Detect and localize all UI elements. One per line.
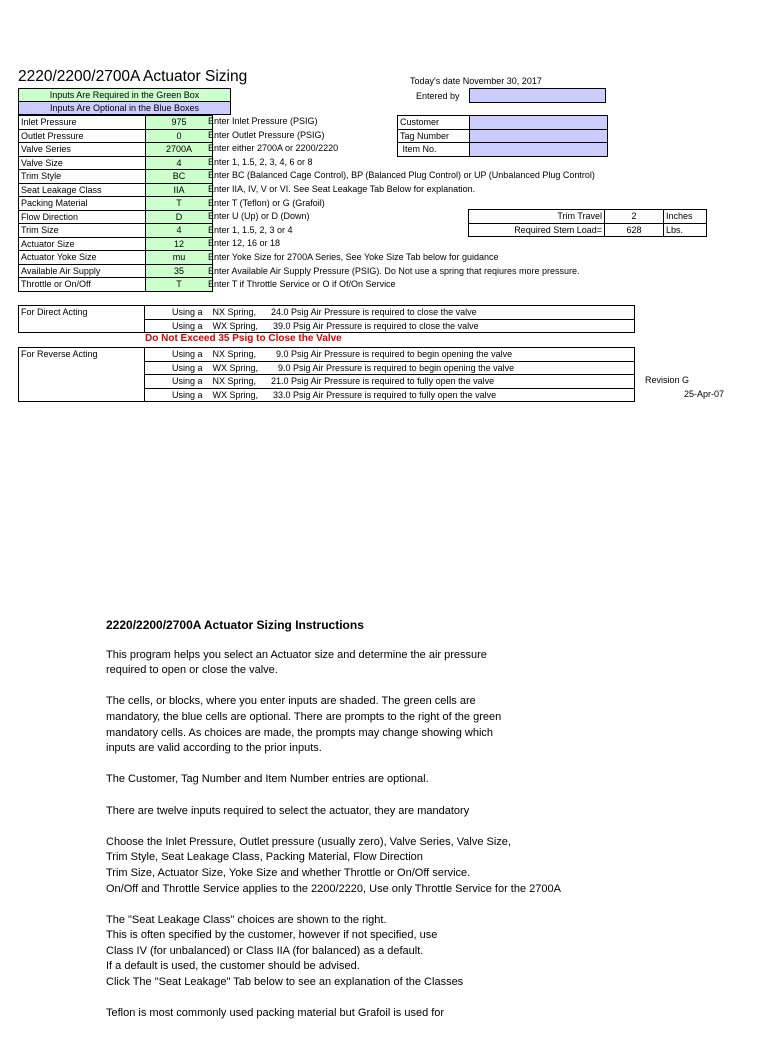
input-prompt: Enter 1, 1.5, 2, 3 or 4 — [208, 224, 293, 235]
stem-load-unit: Lbs. — [664, 223, 707, 237]
instruction-line: Click The "Seat Leakage" Tab below to see an explanation of the Classes — [106, 976, 464, 989]
instruction-line: This is often specified by the customer, however if not specified, use — [106, 929, 438, 942]
date-value: November 30, 2017 — [462, 76, 542, 86]
page-title: 2220/2200/2700A Actuator Sizing — [18, 68, 248, 85]
direct-result: Using a WX Spring, 39.0 Psig Air Pressure is required to close the valve — [145, 319, 635, 333]
direct-acting-label: For Direct Acting — [19, 306, 145, 333]
input-prompt: Enter Available Air Supply Pressure (PSIG). Do Not use a spring that reqiures more pressure. — [208, 265, 580, 276]
instructions-heading: 2220/2200/2700A Actuator Sizing Instructions — [106, 618, 364, 632]
input-label: Inlet Pressure — [19, 116, 146, 130]
input-value[interactable]: T — [146, 197, 213, 211]
input-row — [19, 129, 213, 143]
instruction-line: There are twelve inputs required to select the actuator, they are mandatory — [106, 804, 470, 817]
instruction-paragraph — [106, 804, 746, 820]
instruction-line: Trim Style, Seat Leakage Class, Packing Material, Flow Direction — [106, 851, 423, 864]
customer-row — [398, 129, 608, 143]
revision-date: 25-Apr-07 — [684, 389, 725, 399]
reverse-acting-label: For Reverse Acting — [19, 348, 145, 402]
input-value[interactable]: D — [146, 210, 213, 224]
optional-legend: Inputs Are Optional in the Blue Boxes — [18, 101, 231, 115]
instruction-line: The "Seat Leakage Class" choices are shown to the right. — [106, 913, 387, 926]
revision-label: Revision G — [645, 375, 690, 385]
input-prompt: Enter T if Throttle Service or O if Of/On Service — [208, 279, 396, 290]
stem-load-value: 628 — [605, 223, 664, 237]
reverse-row-1 — [19, 348, 635, 362]
instruction-paragraph — [106, 772, 746, 788]
instruction-paragraph — [106, 913, 746, 991]
customer-field-input[interactable] — [470, 143, 608, 157]
input-value[interactable]: T — [146, 278, 213, 292]
input-row — [19, 156, 213, 170]
reverse-result: Using a WX Spring, 33.0 Psig Air Pressure is required to fully open the valve — [145, 388, 635, 402]
reverse-result: Using a NX Spring, 9.0 Psig Air Pressure is required to begin opening the valve — [145, 348, 635, 362]
input-value[interactable]: 975 — [146, 116, 213, 130]
instruction-paragraph — [106, 1006, 746, 1022]
input-prompt: Enter 12, 16 or 18 — [208, 238, 281, 249]
instruction-line: Trim Size, Actuator Size, Yoke Size and whether Throttle or On/Off service. — [106, 866, 471, 879]
instruction-paragraph — [106, 648, 746, 679]
input-row — [19, 224, 213, 238]
input-row — [19, 183, 213, 197]
trim-table — [468, 209, 707, 237]
customer-field-label: Customer — [398, 116, 470, 130]
instruction-line: On/Off and Throttle Service applies to the 2200/2220, Use only Throttle Service for the 2700A — [106, 882, 561, 895]
input-value[interactable]: mu — [146, 251, 213, 265]
input-value[interactable]: 35 — [146, 264, 213, 278]
input-label: Available Air Supply — [19, 264, 146, 278]
customer-row — [398, 143, 608, 157]
results-table — [18, 305, 635, 402]
input-value[interactable]: 4 — [146, 224, 213, 238]
instruction-paragraph — [106, 694, 746, 756]
input-row — [19, 197, 213, 211]
input-label: Packing Material — [19, 197, 146, 211]
input-prompt: Enter U (Up) or D (Down) — [208, 211, 310, 222]
input-label: Valve Series — [19, 143, 146, 157]
stem-load-label: Required Stem Load= — [469, 223, 605, 237]
input-label: Trim Size — [19, 224, 146, 238]
input-prompt: Enter 1, 1.5, 2, 3, 4, 6 or 8 — [208, 156, 313, 167]
input-row — [19, 143, 213, 157]
input-label: Throttle or On/Off — [19, 278, 146, 292]
pressure-warning: Do Not Exceed 35 Psig to Close the Valve — [145, 333, 342, 344]
input-value[interactable]: 12 — [146, 237, 213, 251]
reverse-result: Using a WX Spring, 9.0 Psig Air Pressure is required to begin opening the valve — [145, 361, 635, 375]
stem-load-row — [469, 223, 707, 237]
input-value[interactable]: 0 — [146, 129, 213, 143]
input-row — [19, 278, 213, 292]
instruction-line: required to open or close the valve. — [106, 664, 278, 677]
entered-by-input[interactable] — [469, 88, 606, 103]
customer-field-input[interactable] — [470, 116, 608, 130]
instruction-line: Class IV (for unbalanced) or Class IIA (for balanced) as a default. — [106, 944, 424, 957]
instruction-line: Choose the Inlet Pressure, Outlet pressure (usually zero), Valve Series, Valve Size, — [106, 835, 511, 848]
input-prompt: Enter Yoke Size for 2700A Series, See Yoke Size Tab below for guidance — [208, 251, 499, 262]
required-legend: Inputs Are Required in the Green Box — [18, 88, 231, 102]
input-prompt: Enter T (Teflon) or G (Grafoil) — [208, 197, 325, 208]
input-row — [19, 116, 213, 130]
customer-row — [398, 116, 608, 130]
instruction-line: The cells, or blocks, where you enter inputs are shaded. The green cells are — [106, 695, 476, 708]
input-prompt: Enter IIA, IV, V or VI. See Seat Leakage Tab Below for explanation. — [208, 183, 476, 194]
input-label: Outlet Pressure — [19, 129, 146, 143]
input-prompt: Enter Outlet Pressure (PSIG) — [208, 129, 325, 140]
instruction-line: inputs are valid according to the prior inputs. — [106, 742, 322, 755]
entered-by-label: Entered by — [416, 91, 460, 101]
input-row — [19, 170, 213, 184]
date-row — [410, 76, 542, 86]
instruction-line: This program helps you select an Actuator size and determine the air pressure — [106, 648, 487, 661]
input-row — [19, 210, 213, 224]
input-label: Actuator Yoke Size — [19, 251, 146, 265]
input-value[interactable]: 2700A — [146, 143, 213, 157]
input-value[interactable]: 4 — [146, 156, 213, 170]
date-label: Today's date — [410, 76, 461, 86]
trim-travel-unit: Inches — [664, 210, 707, 224]
instruction-line: mandatory, the blue cells are optional. There are prompts to the right of the green — [106, 710, 502, 723]
instructions — [106, 618, 746, 1037]
input-label: Seat Leakage Class — [19, 183, 146, 197]
instruction-paragraph — [106, 835, 746, 897]
input-prompt: Enter Inlet Pressure (PSIG) — [208, 116, 318, 126]
customer-field-label: Tag Number — [398, 129, 470, 143]
input-label: Valve Size — [19, 156, 146, 170]
input-value[interactable]: BC — [146, 170, 213, 184]
trim-travel-row — [469, 210, 707, 224]
input-row — [19, 251, 213, 265]
instruction-line: If a default is used, the customer should be advised. — [106, 960, 360, 973]
input-value[interactable]: IIA — [146, 183, 213, 197]
trim-travel-value: 2 — [605, 210, 664, 224]
inputs-table — [18, 115, 213, 292]
customer-table — [397, 115, 608, 157]
input-prompt: Enter either 2700A or 2200/2220 — [208, 143, 339, 154]
instruction-line: Teflon is most commonly used packing material but Grafoil is used for — [106, 1007, 445, 1020]
instruction-line: mandatory cells. As choices are made, the prompts may change showing which — [106, 726, 494, 739]
input-prompt: Enter BC (Balanced Cage Control), BP (Balanced Plug Control) or UP (Unbalanced Plug Control) — [208, 170, 595, 181]
input-row — [19, 237, 213, 251]
customer-field-input[interactable] — [470, 129, 608, 143]
instructions-body — [106, 648, 746, 1022]
input-label: Flow Direction — [19, 210, 146, 224]
reverse-result: Using a NX Spring, 21.0 Psig Air Pressure is required to fully open the valve — [145, 375, 635, 389]
customer-field-label: Item No. — [398, 143, 470, 157]
direct-row-1 — [19, 306, 635, 320]
instruction-line: The Customer, Tag Number and Item Number entries are optional. — [106, 773, 429, 786]
direct-result: Using a NX Spring, 24.0 Psig Air Pressure is required to close the valve — [145, 306, 635, 320]
input-row — [19, 264, 213, 278]
input-label: Trim Style — [19, 170, 146, 184]
input-label: Actuator Size — [19, 237, 146, 251]
trim-travel-label: Trim Travel — [469, 210, 605, 224]
